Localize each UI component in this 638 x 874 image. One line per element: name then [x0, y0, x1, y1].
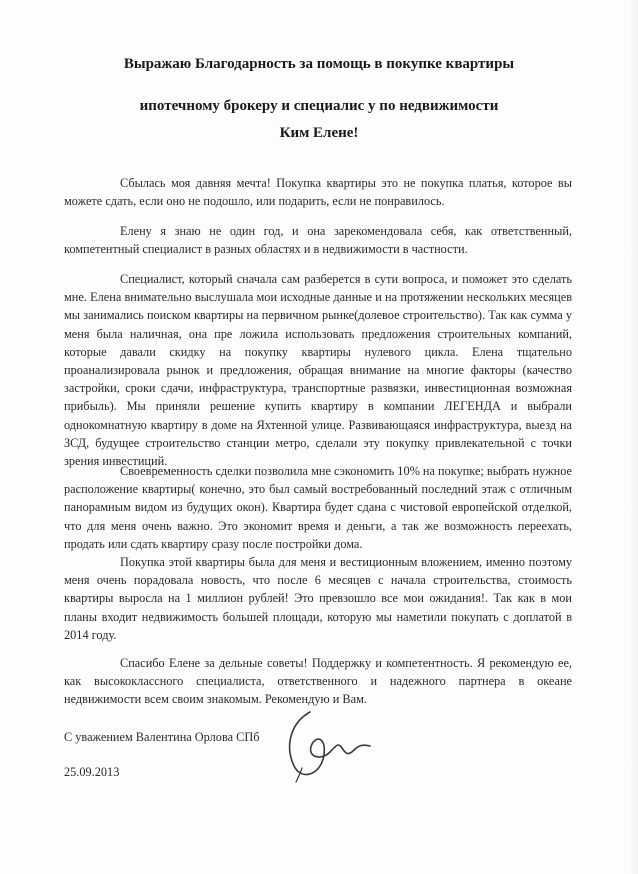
letter-title-line-2: ипотечному брокеру и специалис у по недвижимости — [139, 98, 499, 114]
letter-title-line-1: Выражаю Благодарность за помощь в покупке квартиры — [123, 56, 515, 72]
letter-paragraph-1: Сбылась моя давняя мечта! Покупка квартиры это не покупка платья, которое вы можете сдать, если оно не подошло, или подарить, если не понравилось. — [64, 176, 572, 209]
letter-paragraph-3: Специалист, который сначала сам разберется в сути вопроса, и поможет это сделать мне. Елена внимательно выслушала мои исходные данные и на протяжении нескольких месяцев мы занимались поиском квартиры на первичном рынке(долевое строительство). Так как сумма у меня была наличная, она пре ложила использовать предложения строительных компаний, которые давали скидку на покупку квартиры нулевого цикла. Елена тщательно проанализировала рынок и предложения, обращая внимание на многие факторы (качество застройки, сроки сдачи, инфраструктура, транспортные развязки, инвестиционная возможная прибыль). Мы приняли решение купить квартиру в компании ЛЕГЕНДА и выбрали однокомнатную квартиру в доме на Яхтенной улице. Развивающаяся инфраструктура, выезд на ЗСД, будущее строительство станции метро, сделали эту покупку привлекательной с точки зрения инвестиций. — [64, 272, 572, 469]
handwritten-signature — [272, 704, 382, 784]
letter-title-line-3: Ким Елене! — [279, 125, 359, 141]
letter-paragraph-4: Своевременность сделки позволила мне сэкономить 10% на покупке; выбрать нужное расположение квартиры( конечно, это был самый востребованный последний этаж с отличным панорамным видом из будущих окон). Квартира будет сдана с чистовой европейской отделкой, что для меня очень важно. Это экономит время и деньги, а так же возможность переехать, продать или сдать квартиру сразу после постройки дома. — [64, 464, 572, 551]
letter-paragraph-5: Покупка этой квартиры была для меня и вестиционным вложением, именно поэтому меня очень порадовала новость, что после 6 месяцев с начала строительства, стоимость квартиры выросла на 1 миллион рублей! Это превзошло все мои ожидания!. Так как в мои планы входит недвижимость большей площади, которую мы наметили покупать с доплатой в 2014 году. — [64, 555, 572, 642]
letter-date: 25.09.2013 — [64, 765, 120, 779]
closing-signature-line: С уважением Валентина Орлова СПб — [64, 730, 260, 744]
letter-paragraph-2: Елену я знаю не один год, и она зарекомендовала себя, как ответственный, компетентный специалист в разных областях и в недвижимости в частности. — [64, 224, 572, 257]
letter-paragraph-6: Спасибо Елене за дельные советы! Поддержку и компетентность. Я рекомендую ее, как высококлассного специалиста, ответственного и надежного партнера в океане недвижимости всем своим знакомым. Рекомендую и Вам. — [64, 656, 572, 707]
